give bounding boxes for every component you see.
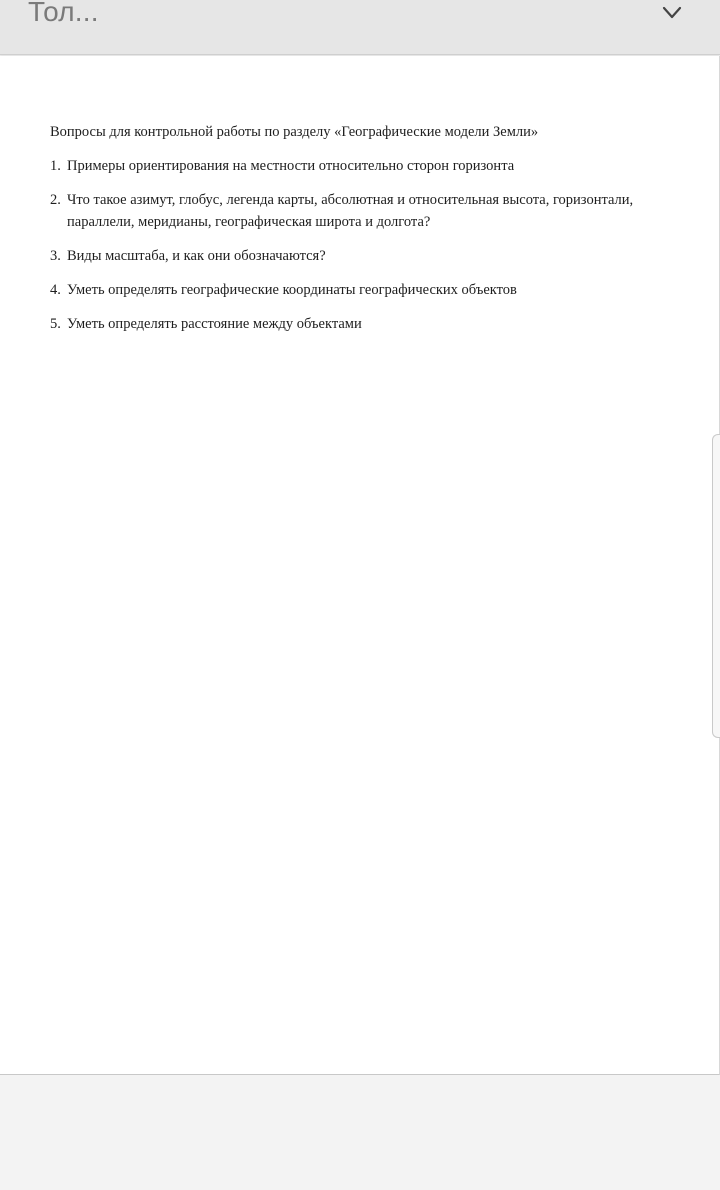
- document-heading: Вопросы для контрольной работы по разделу «Географические модели Земли»: [50, 124, 539, 140]
- question-text: Уметь определять расстояние между объектами: [67, 316, 362, 332]
- question-list: [50, 155, 660, 347]
- question-number: 3.: [50, 248, 61, 264]
- question-text: Виды масштаба, и как они обозначаются?: [67, 248, 326, 264]
- list-item: [50, 189, 660, 233]
- list-item: [50, 155, 660, 177]
- question-text: Что такое азимут, глобус, легенда карты, абсолютная и относительная высота, горизонтали, параллели, меридианы, географическая широта и долгота?: [67, 192, 634, 230]
- list-item: [50, 279, 660, 301]
- question-number: 4.: [50, 282, 61, 298]
- list-item: [50, 245, 660, 267]
- list-item: [50, 313, 660, 335]
- viewer-background: [0, 1075, 720, 1190]
- question-number: 1.: [50, 158, 61, 174]
- chevron-down-icon[interactable]: [662, 6, 682, 20]
- question-number: 5.: [50, 316, 61, 332]
- question-text: Уметь определять географические координаты географических объектов: [67, 282, 517, 298]
- document-title[interactable]: Тол...: [28, 0, 99, 27]
- viewer-toolbar: [0, 0, 720, 55]
- question-text: Примеры ориентирования на местности относительно сторон горизонта: [67, 158, 515, 174]
- document-page: [0, 56, 720, 1075]
- question-number: 2.: [50, 192, 61, 208]
- scrollbar-handle[interactable]: [712, 434, 720, 738]
